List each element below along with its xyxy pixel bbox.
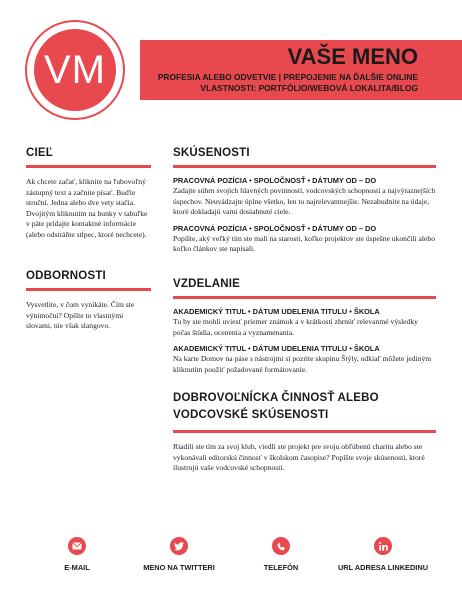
tagline-line-1: PROFESIA ALEBO ODVETVIE | PREPOJENIE NA ĎALŠIE ONLINE: [157, 72, 418, 82]
experience-entry-head[interactable]: PRACOVNÁ POZÍCIA • SPOLOČNOSŤ • DÁTUMY OD – DO: [173, 223, 377, 233]
email-icon: [68, 537, 86, 555]
goal-rule: [26, 165, 151, 168]
goal-section: [26, 147, 151, 241]
experience-entry: [173, 224, 436, 255]
experience-entry-head[interactable]: PRACOVNÁ POZÍCIA • SPOLOČNOSŤ • DÁTUMY OD – DO: [173, 176, 377, 185]
experience-entry: [173, 176, 436, 218]
monogram-initials[interactable]: VM: [44, 47, 106, 92]
goal-text-2[interactable]: Dvojitým kliknutím na bunky v tabuľke v päte pridajte kontaktné informácie (alebo odstráňte stĺpec, ktoré nechcete).: [26, 208, 148, 239]
footer-phone[interactable]: [226, 537, 336, 572]
volunteer-text[interactable]: Riadili ste tím za svoj klub, viedli ste projekt pre svoju obľúbenú charitu alebo ste vykonávali editorskú činnosť v školskom časopise? Popíšte svoje skúsenosti, ktoré ilustrujú vaše vodcovské schopnosti.: [173, 442, 425, 473]
footer-linkedin-label: URL ADRESA LINKEDINU: [337, 563, 429, 572]
education-entry: [173, 307, 436, 338]
footer-twitter[interactable]: [124, 537, 234, 572]
footer-twitter-label: MENO NA TWITTERI: [143, 563, 215, 572]
education-section: [173, 278, 436, 375]
goal-text[interactable]: Ak chcete začať, kliknite na ľubovoľný zástupný text a začnite písať. Buďte struční. Jedna alebo dve vety stačia.: [26, 177, 146, 208]
experience-section: [173, 147, 436, 255]
volunteer-rule: [173, 430, 436, 433]
experience-title[interactable]: SKÚSENOSTI: [173, 147, 250, 159]
experience-entry-text[interactable]: Popíšte, aký veľký tím ste mali na starosti, koľko projektov ste úspešne ukončili alebo koľko článkov ste napísali.: [173, 233, 435, 254]
linkedin-icon: [374, 537, 392, 555]
experience-entry-text[interactable]: Zadajte súhrn svojich hlavných povinností, vodcovských schopností a najvýraznejších úspechov. Neuvádzajte úplne všetko, len to najrelevantnejšie. Nezabudnite na údaje, ktoré dokladajú vami dosiahnuté ciele.: [173, 186, 436, 217]
resume-tagline[interactable]: [158, 72, 418, 94]
education-entry: [173, 344, 436, 375]
skills-text[interactable]: Vysvetlite, v čom vynikáte. Čím ste výnimoční? Opíšte to vlastnými slovami, nie však slangovo.: [26, 300, 135, 331]
education-entry-text[interactable]: Na karte Domov na páse s nástrojmi si pozrite skupinu Štýly, odkiaľ môžete jediným kliknutím použiť požadované formátovanie.: [173, 354, 432, 374]
monogram-disc: [34, 29, 116, 111]
skills-rule: [26, 288, 151, 291]
twitter-icon: [170, 537, 188, 555]
footer-email-label: E-MAIL: [64, 563, 90, 572]
resume-name[interactable]: VAŠE MENO: [287, 44, 418, 69]
education-entry-head[interactable]: AKADEMICKÝ TITUL • DÁTUM UDELENIA TITULU • ŠKOLA: [173, 307, 380, 316]
footer-linkedin[interactable]: [328, 537, 438, 572]
education-title[interactable]: VZDELANIE: [173, 278, 240, 290]
education-entry-head[interactable]: AKADEMICKÝ TITUL • DÁTUM UDELENIA TITULU • ŠKOLA: [173, 344, 380, 354]
goal-title[interactable]: CIEĽ: [26, 147, 53, 159]
footer-email[interactable]: [22, 537, 132, 572]
education-entry-text[interactable]: Tu by ste mohli uviesť priemer známok a v krátkosti zhrnúť relevantné výsledky počas štúdia, ocenenia a vyznamenania.: [173, 317, 418, 337]
education-rule: [173, 296, 436, 299]
tagline-line-2: VLASTNOSTI: PORTFÓLIO/WEBOVÁ LOKALITA/BLOG: [200, 83, 418, 93]
volunteer-title[interactable]: DOBROVOĽNÍCKA ČINNOSŤ ALEBO VODCOVSKÉ SKÚSENOSTI: [173, 392, 379, 421]
volunteer-section: [173, 390, 436, 474]
skills-title[interactable]: ODBORNOSTI: [26, 270, 106, 282]
experience-rule: [173, 165, 436, 168]
skills-section: [26, 270, 151, 332]
phone-icon: [272, 537, 290, 555]
footer-phone-label: TELEFÓN: [263, 563, 299, 572]
